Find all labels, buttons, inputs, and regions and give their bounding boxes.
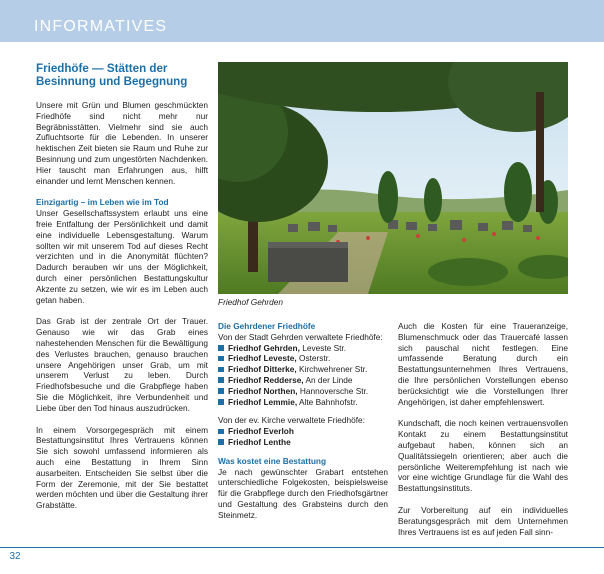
bullet-square-icon bbox=[218, 377, 224, 383]
subheading-kosten: Was kostet eine Bestattung bbox=[218, 455, 327, 466]
cemetery-street: Leveste Str. bbox=[299, 342, 347, 353]
cemetery-name: Friedhof Gehrden, bbox=[228, 342, 300, 353]
list-item bbox=[218, 426, 388, 437]
list-item bbox=[218, 386, 388, 397]
cemetery-street: An der Linde bbox=[303, 374, 353, 385]
paragraph-kundschaft: Kundschaft, die noch keinen vertrauensvollen Kontakt zu einem Bestattungsinstitut aufgebaut haben, können sich an Qualitätssiegeln orientieren; aber auch die persönliche Weiterempfehlung ist nach wie vor eine wichtige Grundlage für die Wahl des Bestattungsinstituts. bbox=[398, 418, 568, 494]
bullet-square-icon bbox=[218, 345, 224, 351]
paragraph-vorsorge: In einem Vorsorgegespräch mit einem Bestattungsinstitut Ihres Vertrauens können Sie sich sowohl umfassend informieren als auch eine Bestattung in Ihrem Sinn ausarbeiten. Entscheiden Sie selbst über die Form der Zeremonie, mit der Sie bestattet werden möchten und über die Gestaltung ihrer Grabstätte. bbox=[36, 424, 208, 511]
subheading-gehrdener-friedhoefe: Die Gehrdener Friedhöfe bbox=[218, 321, 316, 331]
subheading-einzigartig: Einzigartig – im Leben wie im Tod bbox=[36, 197, 169, 208]
cemetery-name: Friedhof Everloh bbox=[228, 426, 294, 437]
column-middle bbox=[218, 321, 388, 521]
paragraph-vorbereitung: Zur Vorbereitung auf ein individuelles Beratungsgespräch mit dem Unternehmen Ihres Vertrauens ist es auf jeden Fall sinn- bbox=[398, 504, 568, 537]
cemetery-name: Friedhof Northen, bbox=[228, 385, 298, 396]
bullet-square-icon bbox=[218, 429, 224, 435]
cemetery-street: Alte Bahnhofstr. bbox=[297, 396, 358, 407]
cemetery-name: Friedhof Lenthe bbox=[228, 436, 291, 447]
bullet-square-icon bbox=[218, 356, 224, 362]
church-cemetery-list bbox=[218, 426, 388, 448]
paragraph-grab: Das Grab ist der zentrale Ort der Trauer. Genauso wie wir das Grab eines nahestehenden Menschen für die Bewältigung des Verlustes brauchen, genauso brauchen unsere Angehörigen unser Grab, um mit unserem Verlust zu leben. Durch Friedhofsbesuche und die Grabpflege haben Sie die Möglichkeit, ihre Verbundenheit und Liebe über den Tod hinaus auszudrücken. bbox=[36, 316, 208, 413]
section-title: INFORMATIVES bbox=[34, 18, 168, 35]
paragraph-traueranzeige: Auch die Kosten für eine Traueranzeige, Blumenschmuck oder das Trauercafé lassen sich pauschal nicht festlegen. Eine umfassende Beratung durch ein Bestattungsunternehmen Ihres Vertrauens, die Ihre persönlichen Vorstellungen ebenso berücksichtigt wie die Vorstellungen Ihrer Angehörigen, ist daher empfehlenswert. bbox=[398, 321, 568, 407]
list-item bbox=[218, 353, 388, 364]
footer-rule bbox=[0, 547, 604, 548]
list-item bbox=[218, 437, 388, 448]
cemetery-street: Osterstr. bbox=[296, 353, 331, 364]
bullet-square-icon bbox=[218, 439, 224, 445]
cemetery-name: Friedhof Redderse, bbox=[228, 374, 304, 385]
cemetery-street: Kirchwehrener Str. bbox=[296, 364, 368, 375]
paragraph-kirche-verwaltet: Von der ev. Kirche verwaltete Friedhöfe: bbox=[218, 415, 365, 426]
article-title: Friedhöfe — Stätten der Besinnung und Begegnung bbox=[36, 62, 188, 88]
paragraph-einzigartig: Unser Gesellschaftssystem erlaubt uns eine freie Entfaltung der Persönlichkeit und damit eine individuelle Lebensgestaltung. Warum sollten wir mit unserem Tod auf dieses Recht verzichten und in die Anonymität flüchten? Dadurch berauben wir uns der Möglichkeit, durch einer persönlichen Bestattungskultur Akzente zu setzen, wie wir es im Leben auch getan haben. bbox=[36, 208, 208, 305]
list-item bbox=[218, 343, 388, 354]
column-right bbox=[398, 321, 568, 537]
cemetery-name: Friedhof Lemmie, bbox=[228, 396, 298, 407]
list-item bbox=[218, 375, 388, 386]
cemetery-photo bbox=[218, 62, 568, 294]
bullet-square-icon bbox=[218, 367, 224, 373]
paragraph-kosten: Je nach gewünschter Grabart entstehen unterschiedliche Folgekosten, beispielsweise für die Grabpflege durch den Friedhofsgärtner und Gestaltung des Grabsteins durch den Steinmetz. bbox=[218, 466, 388, 520]
intro-paragraph: Unsere mit Grün und Blumen geschmückten Friedhöfe sind nicht mehr nur Begräbnisstätten. Vielmehr sind sie auch Zufluchtsorte für die Lebenden. In unserer hektischen Zeit bieten sie Raum und Ruhe zur Besinnung und zum ungestörten Nachdenken. Hier tauscht man Erfahrungen aus, hilft einander und lernt Menschen kennen. bbox=[36, 100, 208, 186]
bullet-square-icon bbox=[218, 399, 224, 405]
paragraph-stadt-verwaltet: Von der Stadt Gehrden verwaltete Friedhöfe: bbox=[218, 331, 383, 342]
column-left bbox=[36, 62, 208, 511]
cemetery-name: Friedhof Ditterke, bbox=[228, 364, 297, 375]
list-item bbox=[218, 364, 388, 375]
list-item bbox=[218, 397, 388, 408]
page-number: 32 bbox=[9, 551, 21, 562]
cemetery-street: Hannoversche Str. bbox=[297, 385, 369, 396]
cemetery-name: Friedhof Leveste, bbox=[228, 353, 297, 364]
photo-caption: Friedhof Gehrden bbox=[218, 297, 284, 307]
city-cemetery-list bbox=[218, 343, 388, 408]
bullet-square-icon bbox=[218, 388, 224, 394]
